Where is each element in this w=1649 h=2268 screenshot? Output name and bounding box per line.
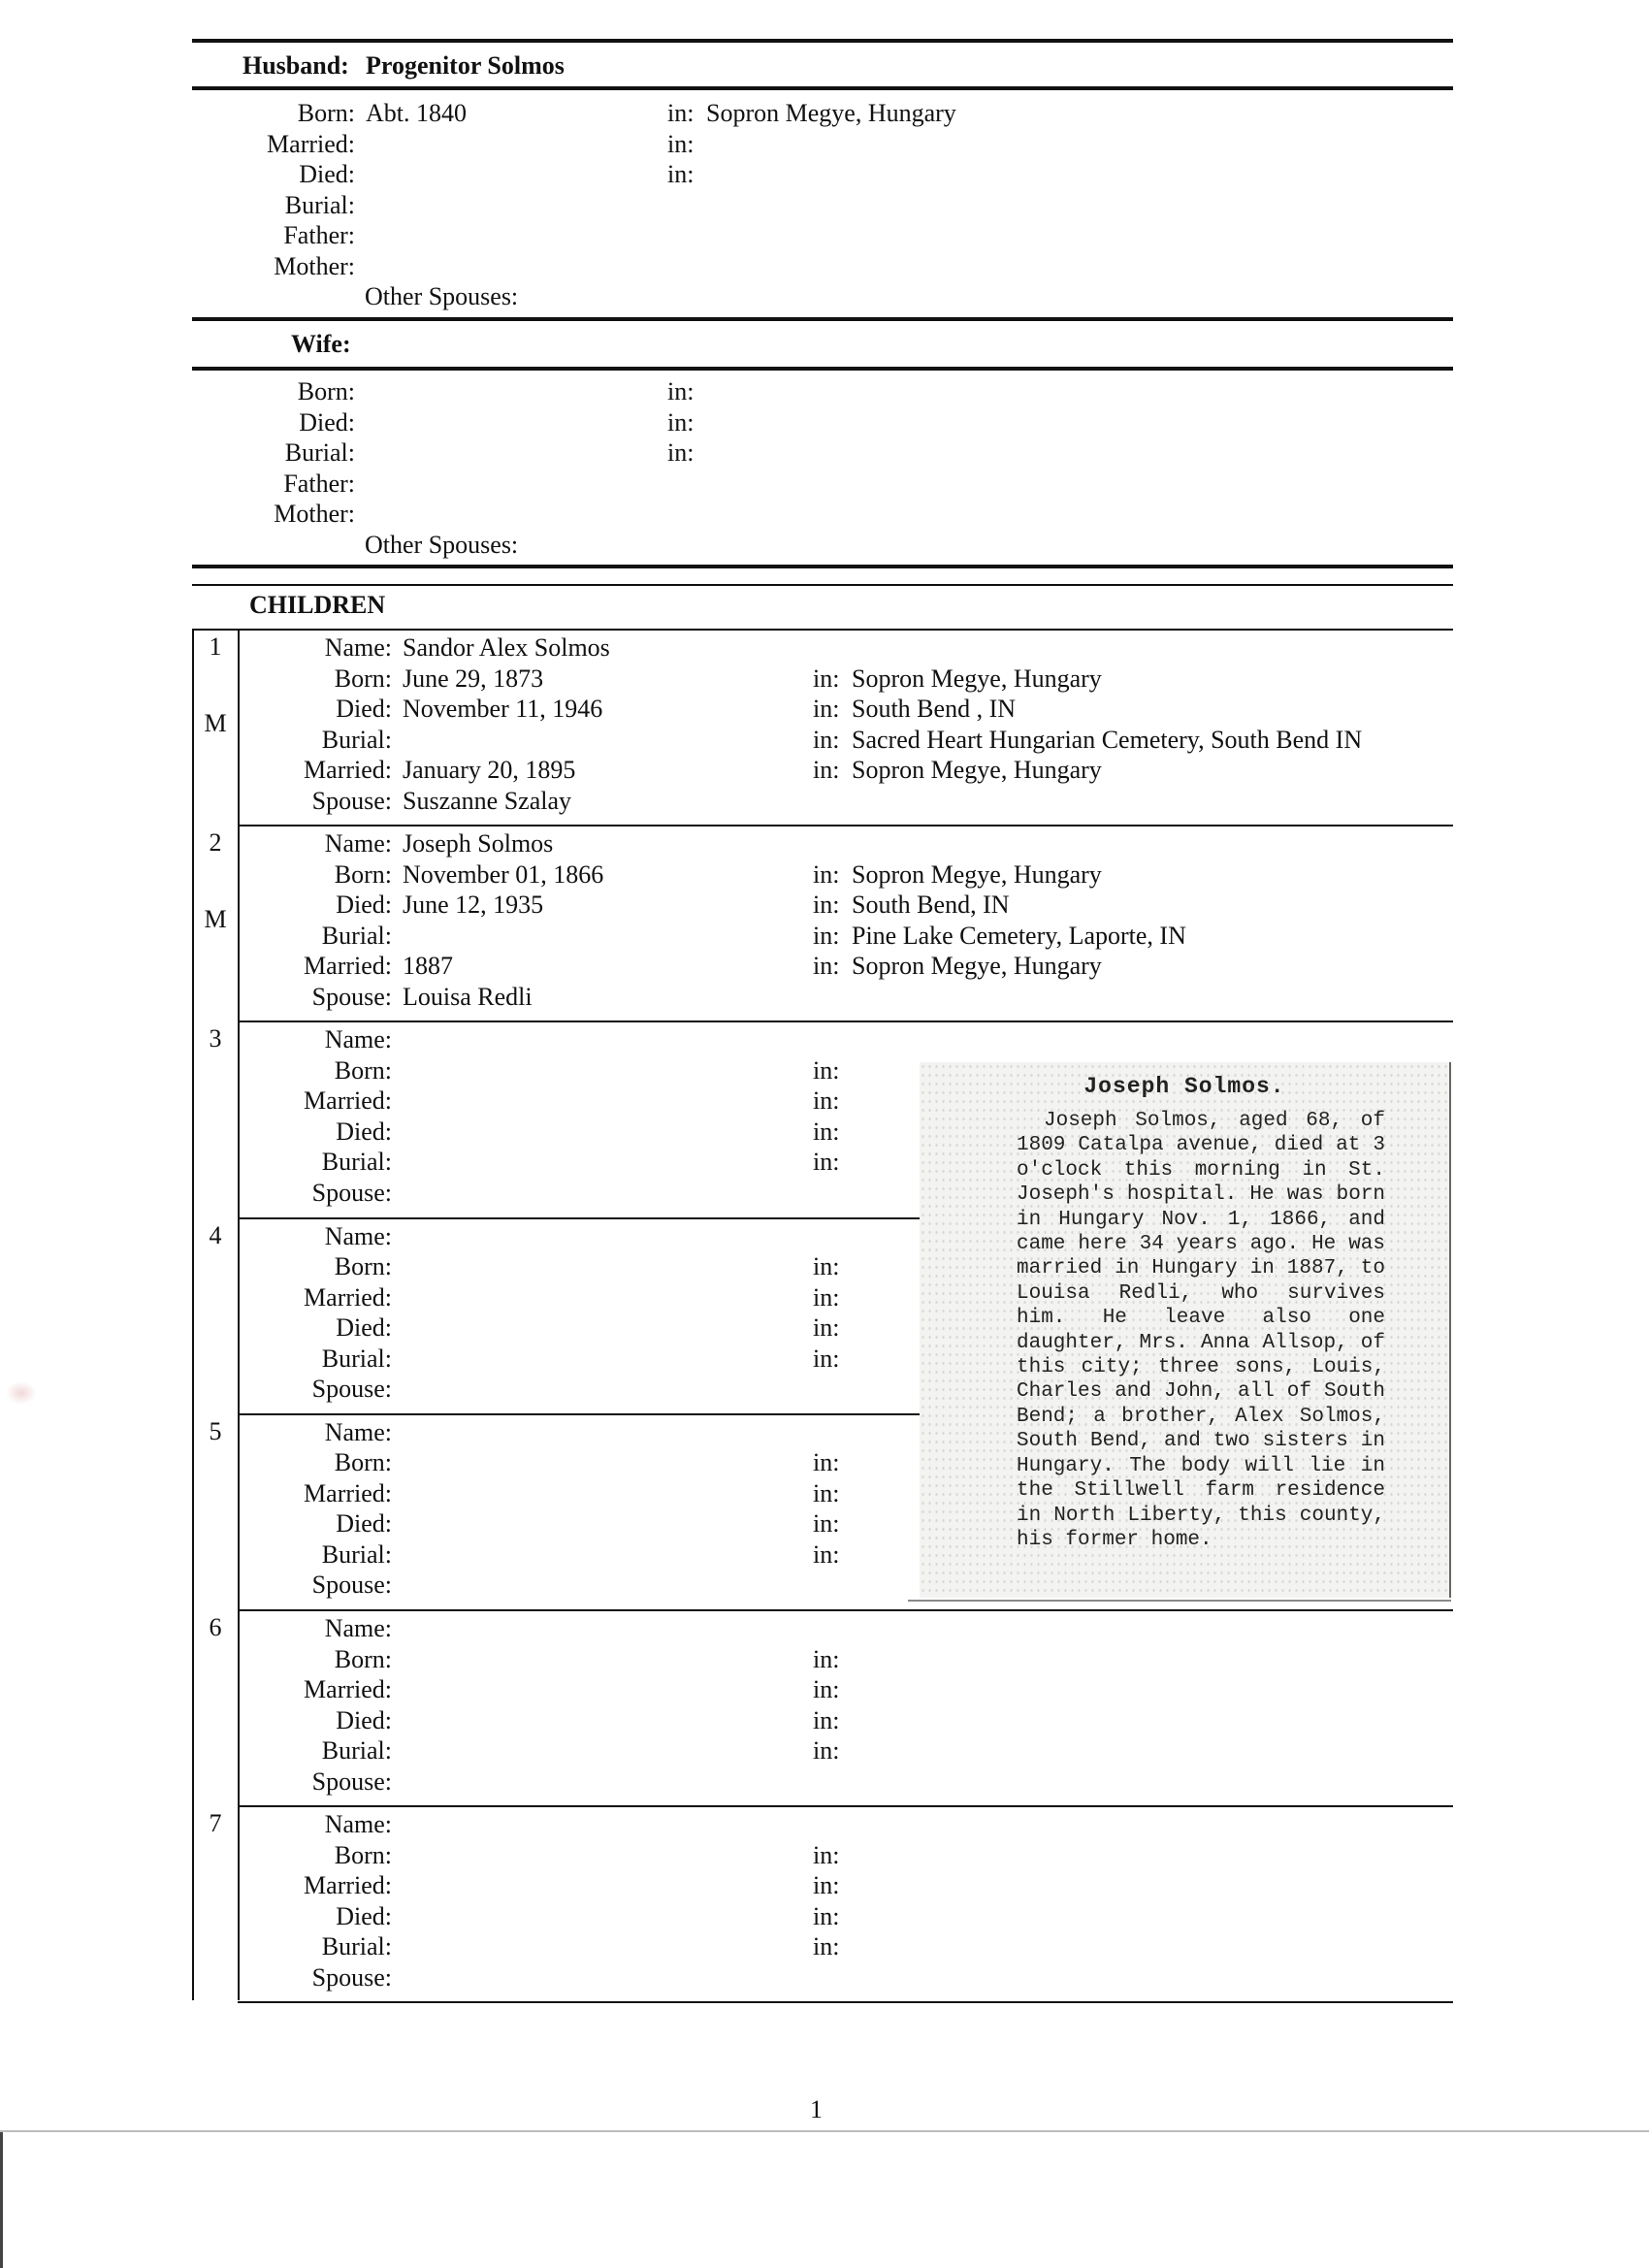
in-label: in: (667, 377, 695, 405)
in-label: in: (813, 1705, 840, 1734)
place-value: Sopron Megye, Hungary (706, 99, 956, 127)
field-label: Died: (336, 1705, 392, 1734)
field-label: Father: (283, 221, 355, 249)
field-label: Born: (334, 1055, 392, 1085)
in-label: in: (813, 1539, 840, 1569)
field-label: Burial: (284, 438, 355, 467)
field-label: Spouse: (311, 786, 392, 815)
field-value: Joseph Solmos (403, 829, 554, 859)
field-label: Died: (336, 1313, 392, 1343)
place-value: Sopron Megye, Hungary (852, 756, 1102, 784)
field-label: Died: (336, 891, 392, 920)
in-label: in: (813, 1344, 840, 1373)
place-value: Pine Lake Cemetery, Laporte, IN (852, 921, 1186, 950)
place-value: Sopron Megye, Hungary (852, 952, 1102, 981)
in-label: in: (813, 1478, 840, 1507)
child-sex: M (204, 905, 227, 934)
field-label: Spouse: (311, 982, 392, 1011)
place-value: South Bend, IN (852, 891, 1010, 920)
in-label: in: (667, 438, 695, 467)
field-label: Spouse: (311, 1178, 392, 1207)
in-label: in: (813, 1313, 840, 1343)
field-label: Died: (299, 160, 355, 188)
field-label: Spouse: (311, 1375, 392, 1404)
page-number: 1 (810, 2095, 823, 2123)
in-label: in: (667, 129, 695, 158)
field-label: Burial: (321, 1932, 392, 1961)
field-label: Burial: (321, 1736, 392, 1765)
field-label: Born: (334, 1840, 392, 1869)
field-value: Sandor Alex Solmos (403, 633, 610, 662)
in-label: in: (813, 1932, 840, 1961)
field-label: Spouse: (311, 1766, 392, 1796)
in-label: in: (813, 1736, 840, 1765)
field-label: Burial: (321, 1344, 392, 1373)
field-label: Burial: (321, 1148, 392, 1177)
field-label: Married: (304, 952, 392, 981)
place-value: Sopron Megye, Hungary (852, 664, 1102, 693)
field-label: Name: (324, 1025, 392, 1054)
in-label: in: (813, 952, 840, 981)
husband-label: Husband: (242, 51, 349, 80)
child-number: 7 (209, 1809, 222, 1838)
child-separator (238, 1413, 920, 1415)
field-label: Married: (304, 1282, 392, 1312)
in-label: in: (813, 1871, 840, 1900)
in-label: in: (813, 1840, 840, 1869)
field-value: June 29, 1873 (403, 664, 544, 693)
place-value: Sopron Megye, Hungary (852, 859, 1102, 889)
in-label: in: (813, 1086, 840, 1116)
field-label: Born: (297, 377, 355, 405)
clipping-title: Joseph Solmos. (1083, 1074, 1285, 1099)
field-label: Burial: (321, 725, 392, 754)
field-label: Married: (304, 756, 392, 784)
in-label: in: (667, 160, 695, 188)
in-label: in: (813, 1448, 840, 1477)
field-label: Married: (304, 1478, 392, 1507)
field-label: Died: (336, 1509, 392, 1539)
in-label: in: (813, 859, 840, 889)
child-number: 6 (209, 1613, 222, 1641)
field-label: Name: (324, 1417, 392, 1446)
field-label: Burial: (284, 190, 355, 219)
field-label: Born: (334, 664, 392, 693)
child-separator (238, 1609, 1453, 1611)
in-label: in: (813, 1282, 840, 1312)
field-label: Married: (267, 129, 355, 158)
field-label: Born: (334, 1252, 392, 1281)
field-label: Burial: (321, 921, 392, 950)
field-label: Mother: (274, 500, 355, 528)
field-value: Abt. 1840 (366, 99, 467, 127)
in-label: in: (813, 1675, 840, 1703)
child-separator (238, 1021, 1453, 1022)
child-separator (238, 2001, 1453, 2003)
in-label: in: (813, 921, 840, 950)
in-label: in: (813, 1509, 840, 1539)
field-label: Name: (324, 1810, 392, 1839)
children-heading: CHILDREN (249, 591, 386, 619)
field-label: Father: (283, 469, 355, 498)
obituary-clipping (920, 1062, 1451, 1598)
field-label: Married: (304, 1086, 392, 1116)
field-label: Name: (324, 1614, 392, 1642)
field-label: Married: (304, 1871, 392, 1900)
field-label: Died: (299, 407, 355, 437)
field-label: Burial: (321, 1539, 392, 1569)
field-value: 1887 (403, 952, 453, 981)
in-label: in: (813, 1644, 840, 1673)
scan-edge-line (0, 2130, 1649, 2132)
in-label: in: (813, 756, 840, 784)
field-label: Name: (324, 1221, 392, 1250)
field-label: Spouse: (311, 1571, 392, 1600)
place-value: Sacred Heart Hungarian Cemetery, South Bend IN (852, 725, 1363, 754)
clipping-edge (908, 1600, 1451, 1602)
scan-edge-mark (0, 2132, 3, 2268)
field-value: January 20, 1895 (403, 756, 576, 784)
wife-label: Wife: (291, 330, 351, 358)
field-label: Born: (297, 99, 355, 127)
field-label: Mother: (274, 251, 355, 280)
field-label: Born: (334, 1644, 392, 1673)
in-label: in: (813, 664, 840, 693)
in-label: in: (813, 1252, 840, 1281)
in-label: in: (813, 1901, 840, 1930)
scan-smudge (6, 1381, 37, 1405)
field-value: November 01, 1866 (403, 859, 604, 889)
child-separator (238, 1217, 920, 1219)
husband-other-spouses: Other Spouses: (365, 282, 519, 310)
field-label: Name: (324, 633, 392, 662)
in-label: in: (667, 99, 695, 127)
husband-name: Progenitor Solmos (366, 51, 565, 80)
field-value: June 12, 1935 (403, 891, 544, 920)
in-label: in: (813, 695, 840, 723)
clipping-body: Joseph Solmos, aged 68, of 1809 Catalpa avenue, died at 3 o'clock this morning in St. Joseph's hospital. He was born in Hungary Nov. 1, 1866, and came here 34 years ago. He was married in Hungary in 1887, to Louisa Redli, who survives him. He leave also one daughter, Mrs. Anna Allsop, of this city; three sons, Louis, Charles and John, all of South Bend; a brother, Alex Solmos, South Bend, and two sisters in Hungary. The body will lie in the Stillwell farm residence in North Liberty, this county, his former home. (1017, 1110, 1385, 1551)
field-label: Name: (324, 829, 392, 859)
child-number: 2 (209, 828, 222, 858)
child-number: 1 (209, 632, 222, 661)
field-value: Suszanne Szalay (403, 786, 572, 815)
field-label: Spouse: (311, 1962, 392, 1992)
field-label: Died: (336, 1901, 392, 1930)
in-label: in: (813, 1148, 840, 1177)
child-separator (238, 1805, 1453, 1807)
child-number: 3 (209, 1024, 222, 1053)
child-separator (238, 825, 1453, 826)
in-label: in: (813, 1117, 840, 1146)
child-sex: M (204, 709, 227, 737)
wife-other-spouses: Other Spouses: (365, 531, 519, 559)
place-value: South Bend , IN (852, 695, 1016, 723)
field-label: Born: (334, 1448, 392, 1477)
in-label: in: (813, 725, 840, 754)
field-label: Married: (304, 1675, 392, 1703)
in-label: in: (813, 891, 840, 920)
child-number: 5 (209, 1416, 222, 1445)
field-value: Louisa Redli (403, 982, 533, 1011)
field-value: November 11, 1946 (403, 695, 603, 723)
field-label: Born: (334, 859, 392, 889)
in-label: in: (813, 1055, 840, 1085)
child-number: 4 (209, 1220, 222, 1249)
field-label: Died: (336, 695, 392, 723)
in-label: in: (667, 407, 695, 437)
field-label: Died: (336, 1117, 392, 1146)
